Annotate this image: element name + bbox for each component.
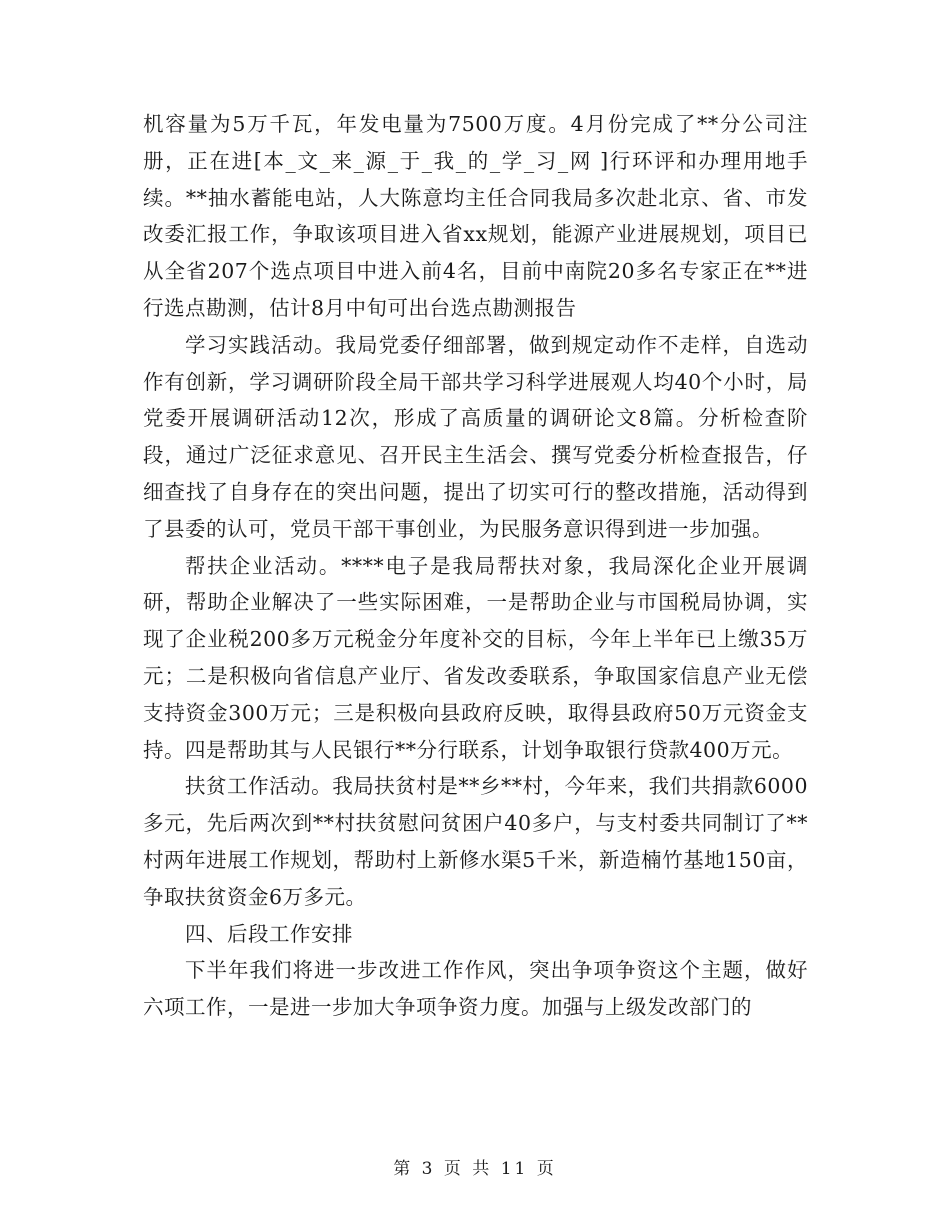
paragraph-4: 扶贫工作活动。我局扶贫村是**乡**村，今年来，我们共捐款6000多元，先后两次到**村扶贫慰问贫困户40多户，与支村委共同制订了**村两年进展工作规划，帮助村上新修水渠5千米，新造楠竹基地150亩，争取扶贫资金6万多元。 [143, 774, 808, 909]
page-number: 第 3 页 共 11 页 [393, 1159, 557, 1179]
section-heading: 四、后段工作安排 [185, 921, 353, 946]
paragraph-5: 下半年我们将进一步改进工作作风，突出争项争资这个主题，做好六项工作，一是进一步加大争项争资力度。加强与上级发改部门的 [143, 958, 808, 1020]
paragraph-1: 机容量为5万千瓦，年发电量为7500万度。4月份完成了**分公司注册，正在进[本_文_来_源_于_我_的_学_习_网 ]行环评和办理用地手续。**抽水蓄能电站，人大陈意均主任合同我局多次赴北京、省、市发改委汇报工作，争取该项目进入省xx规划，能源产业进展规划，项目已从全省207个选点项目中进入前4名，目前中南院20多名专家正在**进行选点勘测，估计8月中旬可出台选点勘测报告 [143, 112, 808, 320]
document-body [143, 106, 808, 1026]
paragraph-2: 学习实践活动。我局党委仔细部署，做到规定动作不走样，自选动作有创新，学习调研阶段全局干部共学习科学进展观人均40个小时，局党委开展调研活动12次，形成了高质量的调研论文8篇。分析检查阶段，通过广泛征求意见、召开民主生活会、撰写党委分析检查报告，仔细查找了自身存在的突出问题，提出了切实可行的整改措施，活动得到了县委的认可，党员干部干事创业，为民服务意识得到进一步加强。 [143, 332, 808, 541]
paragraph-3: 帮扶企业活动。****电子是我局帮扶对象，我局深化企业开展调研，帮助企业解决了一些实际困难，一是帮助企业与市国税局协调，实现了企业税200多万元税金分年度补交的目标，今年上半年已上缴35万元；二是积极向省信息产业厅、省发改委联系，争取国家信息产业无偿支持资金300万元；三是积极向县政府反映，取得县政府50万元资金支持。四是帮助其与人民银行**分行联系，计划争取银行贷款400万元。 [143, 553, 808, 762]
